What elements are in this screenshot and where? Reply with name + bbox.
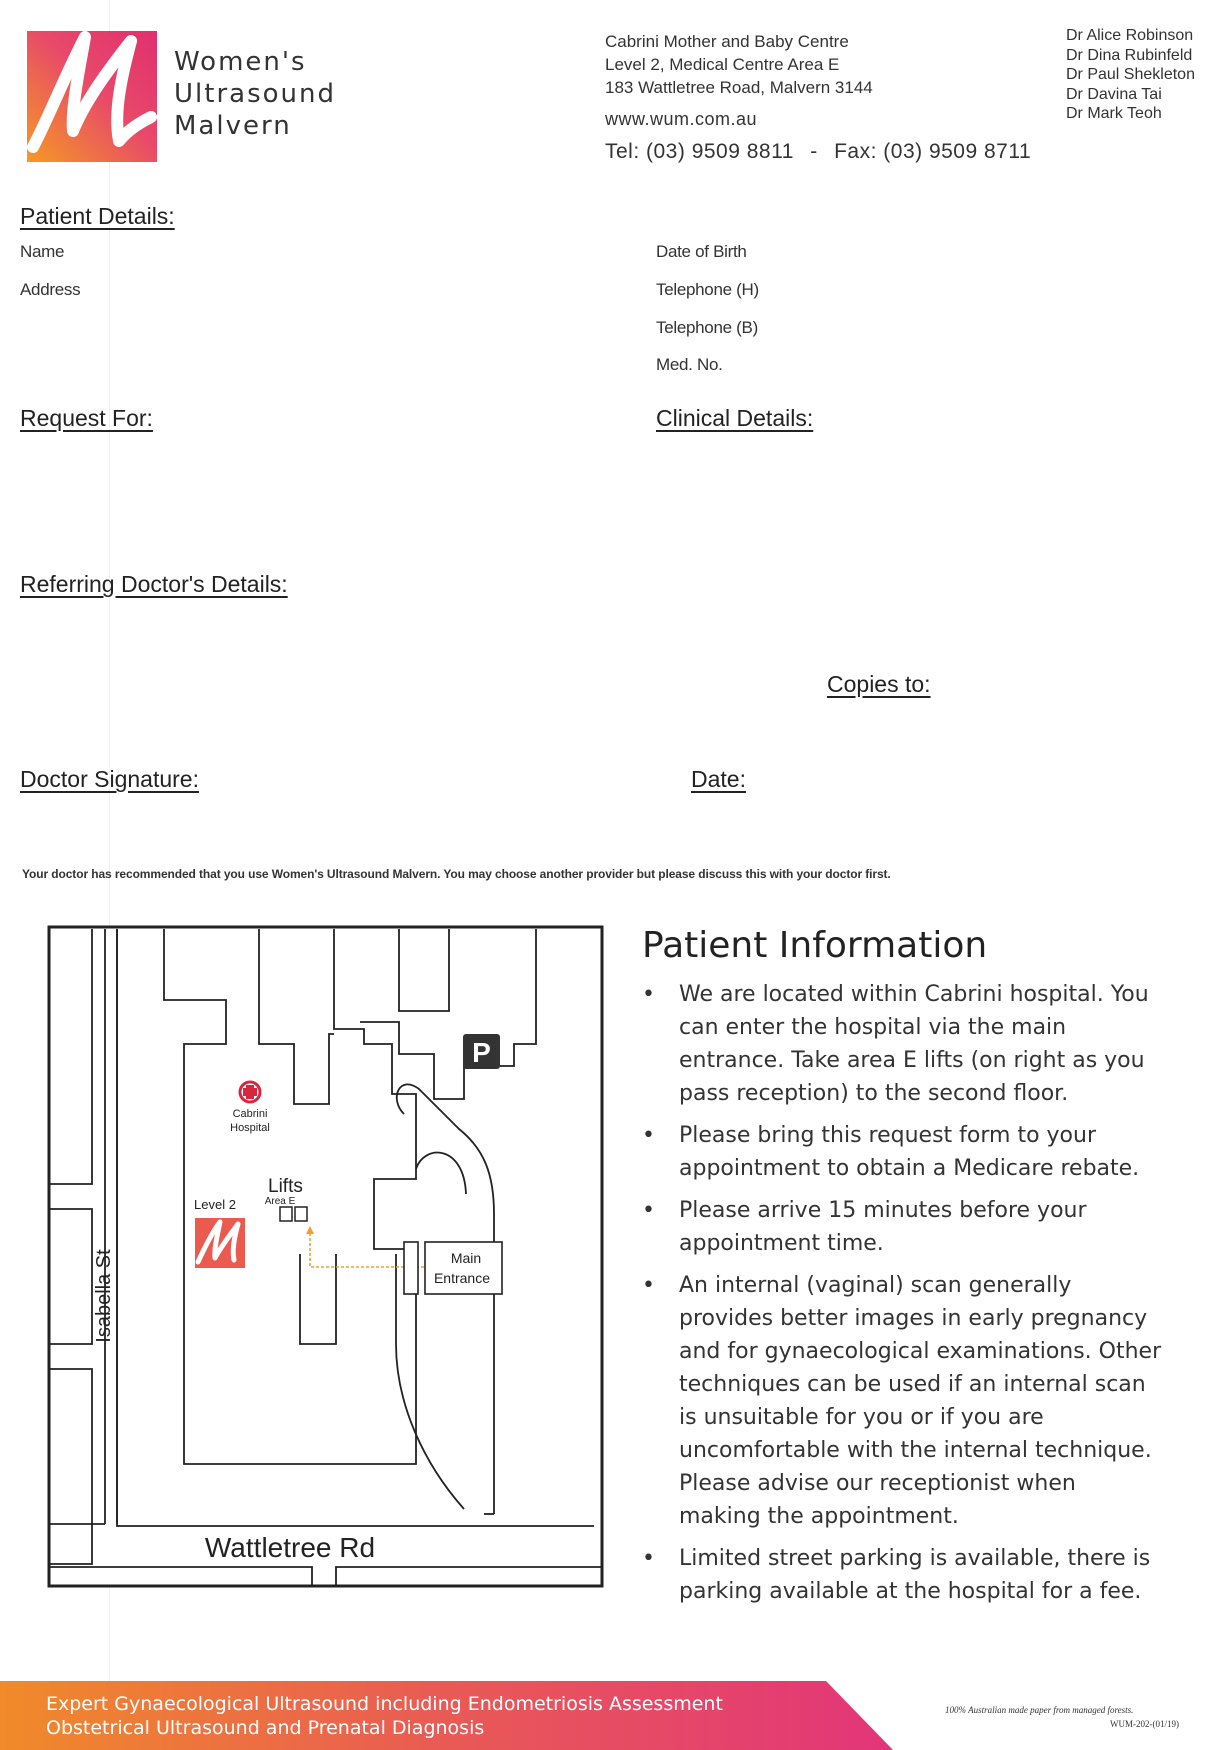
fax: Fax: (03) 9509 8711 <box>834 140 1032 163</box>
address-label: Address <box>20 280 81 299</box>
doctor-signature-heading: Doctor Signature: <box>20 766 199 792</box>
website-link[interactable]: www.wum.com.au <box>605 109 758 129</box>
list-item: • Limited street parking is available, there is parking available at the hospital for a fee. <box>642 1542 1162 1608</box>
doctor-list <box>1066 26 1195 124</box>
patient-information-title: Patient Information <box>642 925 988 966</box>
address-line2: Level 2, Medical Centre Area E <box>605 55 840 74</box>
list-item: • Please arrive 15 minutes before your appointment time. <box>642 1194 1162 1260</box>
hospital-label-line1: Cabrini <box>232 1108 268 1120</box>
list-item: • An internal (vaginal) scan generally provides better images in early pregnancy and for gynaecological examinations. Other techniques can be used if an internal scan is unsuitable for you or if you are uncomfortable with the internal technique. Please advise our receptionist when making the appointment. <box>642 1269 1162 1533</box>
form-code: WUM-202-(01/19) <box>1110 1719 1179 1729</box>
telephone-business-label: Telephone (B) <box>656 318 758 337</box>
hospital-label-line2: Hospital <box>230 1122 270 1134</box>
clinic-address <box>605 30 873 99</box>
parking-label: P <box>472 1037 491 1068</box>
doctor-name: Dr Paul Shekleton <box>1066 66 1195 83</box>
lifts-label: Lifts <box>268 1176 303 1197</box>
address-line3: 183 Wattletree Road, Malvern 3144 <box>605 78 873 97</box>
date-heading: Date: <box>691 766 746 792</box>
list-item: • Please bring this request form to your appointment to obtain a Medicare rebate. <box>642 1119 1162 1185</box>
contact-separator: - <box>810 140 818 163</box>
list-item: • We are located within Cabrini hospital. You can enter the hospital via the main entrance. Take area E lifts (on right as you pass reception) to the second floor. <box>642 978 1162 1110</box>
brand-name-line2: Ultrasound <box>174 79 336 109</box>
main-entrance-label-line1: Main <box>450 1250 482 1266</box>
hospital-cross-icon <box>240 1082 260 1102</box>
brand-name-line3: Malvern <box>174 111 292 141</box>
isabella-street-label: Isabella St <box>93 1249 115 1343</box>
clinical-details-heading: Clinical Details: <box>656 405 814 431</box>
level-label: Level 2 <box>194 1197 236 1212</box>
brand-logo-icon <box>27 31 157 162</box>
lift-icon <box>295 1207 307 1221</box>
entrance-door <box>404 1242 418 1294</box>
footer-line2: Obstetrical Ultrasound and Prenatal Diagnosis <box>46 1717 485 1739</box>
wattletree-road-label: Wattletree Rd <box>204 1532 376 1563</box>
address-line1: Cabrini Mother and Baby Centre <box>605 32 849 51</box>
brand-name-line1: Women's <box>174 47 307 77</box>
main-entrance-label-line2: Entrance <box>433 1270 491 1286</box>
brand-logo-small-icon <box>195 1218 245 1268</box>
name-label: Name <box>20 242 65 261</box>
referring-doctor-heading: Referring Doctor's Details: <box>20 571 288 597</box>
footer-services <box>46 1692 723 1740</box>
copies-to-heading: Copies to: <box>827 671 931 697</box>
map-frame <box>49 927 602 1586</box>
medicare-number-label: Med. No. <box>656 355 723 374</box>
doctor-name: Dr Alice Robinson <box>1066 27 1194 44</box>
telephone-home-label: Telephone (H) <box>656 280 759 299</box>
doctor-name: Dr Dina Rubinfeld <box>1066 46 1193 64</box>
patient-information-list <box>642 978 1162 1617</box>
doctor-name: Dr Davina Tai <box>1066 85 1162 103</box>
contact-numbers <box>605 140 1031 164</box>
paper-note: 100% Australian made paper from managed forests. <box>945 1705 1134 1715</box>
footer-line1: Expert Gynaecological Ultrasound including Endometriosis Assessment <box>46 1693 723 1715</box>
recommendation-note: Your doctor has recommended that you use Women's Ultrasound Malvern. You may choose another provider but please discuss this with your doctor first. <box>22 867 891 881</box>
request-for-heading: Request For: <box>20 405 153 431</box>
lifts-area-label: Area E <box>264 1196 296 1207</box>
dob-label: Date of Birth <box>656 242 747 261</box>
lift-icon <box>280 1207 292 1221</box>
location-map <box>44 924 607 1590</box>
brand-name <box>174 46 336 142</box>
doctor-name: Dr Mark Teoh <box>1066 105 1162 122</box>
telephone: Tel: (03) 9509 8811 <box>605 140 794 163</box>
patient-details-heading: Patient Details: <box>20 203 175 229</box>
